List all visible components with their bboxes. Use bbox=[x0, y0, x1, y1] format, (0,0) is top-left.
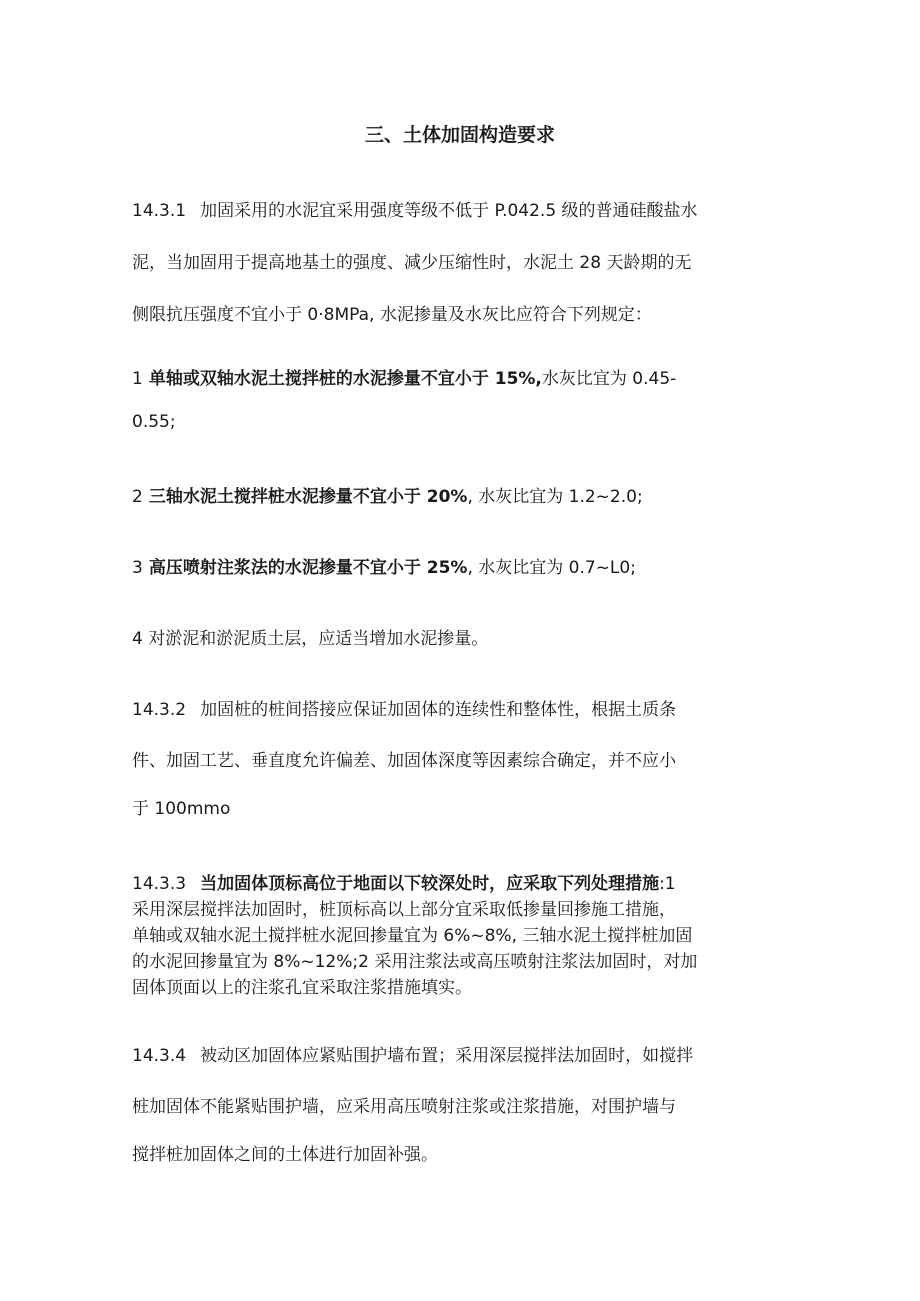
clause-number: 14.3.1 bbox=[132, 201, 187, 221]
paragraph-line: 被动区加固体应紧贴围护墙布置；采用深层搅拌法加固时，如搅拌 bbox=[200, 1046, 694, 1066]
item-bold-text: 高压喷射注浆法的水泥掺量不宜小于 25% bbox=[148, 558, 468, 578]
section-title: 三、土体加固构造要求 bbox=[364, 124, 555, 146]
clause-number: 14.3.2 bbox=[132, 700, 187, 720]
item-number: 2 bbox=[132, 487, 143, 507]
paragraph-line: 的水泥回掺量宜为 8%~12%;2 采用注浆法或高压喷射注浆法加固时，对加 bbox=[132, 952, 698, 972]
paragraph-line: 采用深层搅拌法加固时，桩顶标高以上部分宜采取低掺量回掺施工措施， bbox=[132, 900, 676, 920]
paragraph-line: 加固桩的桩间搭接应保证加固体的连续性和整体性，根据土质条 bbox=[200, 700, 677, 720]
paragraph-line: 单轴或双轴水泥土搅拌桩水泥回掺量宜为 6%~8%, 三轴水泥土搅拌桩加固 bbox=[132, 926, 693, 946]
paragraph-line: 件、加固工艺、垂直度允许偏差、加固体深度等因素综合确定，并不应小 bbox=[132, 751, 676, 771]
item-number: 1 bbox=[132, 369, 143, 389]
paragraph-line: 泥，当加固用于提高地基土的强度、减少压缩性时，水泥土 28 天龄期的无 bbox=[132, 253, 692, 273]
paragraph-line: 0.55; bbox=[132, 412, 176, 432]
paragraph-line: 加固采用的水泥宜采用强度等级不低于 P.042.5 级的普通硅酸盐水 bbox=[200, 201, 698, 221]
paragraph-line: 固体顶面以上的注浆孔宜采取注浆措施填实。 bbox=[132, 978, 472, 998]
paragraph-line: 于 100mmo bbox=[132, 799, 231, 819]
item-text: 4 对淤泥和淤泥质土层，应适当增加水泥掺量。 bbox=[132, 629, 489, 649]
item-number: 3 bbox=[132, 558, 143, 578]
item-text: , 水灰比宜为 1.2~2.0; bbox=[467, 487, 643, 507]
clause-bold-text: 当加固体顶标高位于地面以下较深处时，应采取下列处理措施 bbox=[200, 874, 660, 894]
item-text: 水灰比宜为 0.45- bbox=[541, 369, 677, 389]
item-bold-text: 三轴水泥土搅拌桩水泥掺量不宜小于 20% bbox=[148, 487, 468, 507]
clause-number: 14.3.3 bbox=[132, 874, 187, 894]
paragraph-line: 侧限抗压强度不宜小于 0·8MPa, 水泥掺量及水灰比应符合下列规定： bbox=[132, 305, 652, 325]
item-text: , 水灰比宜为 0.7~L0; bbox=[467, 558, 636, 578]
paragraph-line: 搅拌桩加固体之间的土体进行加固补强。 bbox=[132, 1145, 438, 1165]
item-bold-text: 单轴或双轴水泥土搅拌桩的水泥掺量不宜小于 15%, bbox=[148, 369, 542, 389]
clause-number: 14.3.4 bbox=[132, 1046, 187, 1066]
clause-text: :1 bbox=[659, 874, 676, 894]
paragraph-line: 桩加固体不能紧贴围护墙，应采用高压喷射注浆或注浆措施，对围护墙与 bbox=[132, 1097, 676, 1117]
